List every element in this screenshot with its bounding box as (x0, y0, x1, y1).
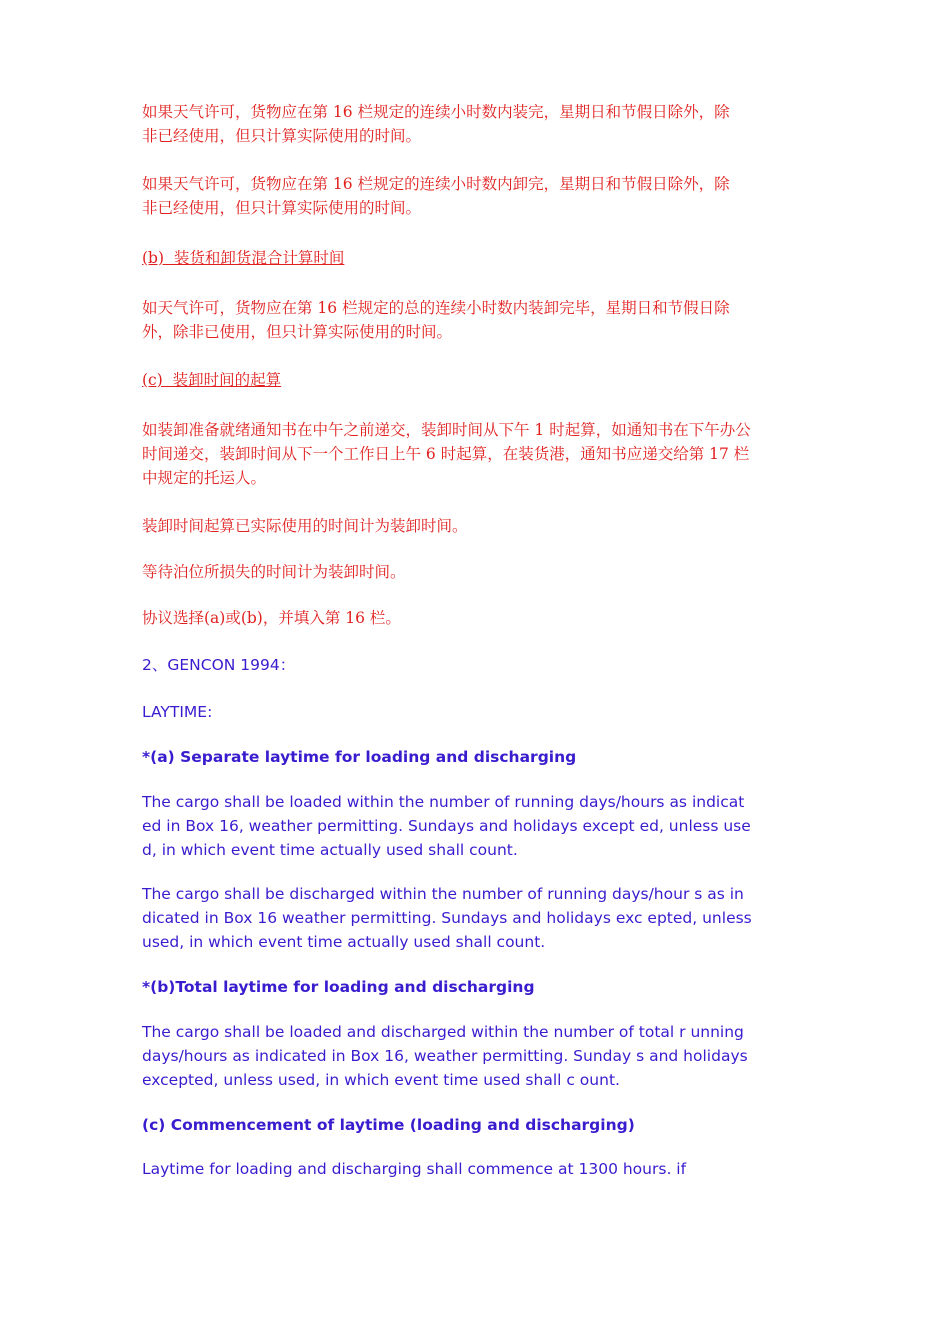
cn-heading-b: (b) 装货和卸货混合计算时间 (142, 249, 345, 267)
gencon-title: 2、GENCON 1994： (142, 656, 296, 674)
cn-before-commence-paragraph: 装卸时间起算已实际使用的时间计为装卸时间。 (142, 517, 468, 535)
cn-choose-paragraph: 协议选择(a)或(b)，并填入第 16 栏。 (142, 609, 401, 627)
cn-commence-paragraph: 如装卸准备就绪通知书在中午之前递交，装卸时间从下午 1 时起算，如通知书在下午办公时间递交，装卸时间从下一个工作日上午 6 时起算，在装货港，通知书应递交给第 17 栏中规定的托运人。 (142, 421, 751, 487)
cn-waiting-paragraph: 等待泊位所损失的时间计为装卸时间。 (142, 563, 406, 581)
en-loading-paragraph: The cargo shall be loaded within the number of running days/hours as indicated in Box 16, weather permitting. Sundays and holidays except ed, unless used, in which event time actually used shall count. (142, 793, 751, 859)
heading-a: *(a) Separate laytime for loading and discharging (142, 748, 577, 766)
cn-total-paragraph: 如天气许可，货物应在第 16 栏规定的总的连续小时数内装卸完毕，星期日和节假日除 外，除非已使用，但只计算实际使用的时间。 (142, 299, 740, 341)
laytime-label: LAYTIME: (142, 703, 213, 721)
heading-c: (c) Commencement of laytime (loading and discharging) (142, 1116, 635, 1134)
cn-discharging-paragraph: 如果天气许可，货物应在第 16 栏规定的连续小时数内卸完，星期日和节假日除外，除 非已经使用，但只计算实际使用的时间。 (142, 175, 740, 217)
en-discharging-paragraph: The cargo shall be discharged within the number of running days/hour s as indicated in Box 16 weather permitting. Sundays and holidays exc epted, unless used, in which event time actually used shall count. (142, 885, 757, 951)
cn-loading-paragraph: 如果天气许可，货物应在第 16 栏规定的连续小时数内装完，星期日和节假日除外，除 非已经使用，但只计算实际使用的时间。 (142, 103, 740, 145)
heading-b: *(b)Total laytime for loading and discharging (142, 978, 535, 996)
cn-heading-c: (c) 装卸时间的起算 (142, 371, 282, 389)
en-total-paragraph: The cargo shall be loaded and discharged within the number of total r unning days/hours as indicated in Box 16, weather permitting. Sunday s and holidays excepted, unless used, in which event time used shall c ount. (142, 1023, 753, 1089)
en-commence-paragraph: Laytime for loading and discharging shall commence at 1300 hours. if (142, 1160, 687, 1178)
